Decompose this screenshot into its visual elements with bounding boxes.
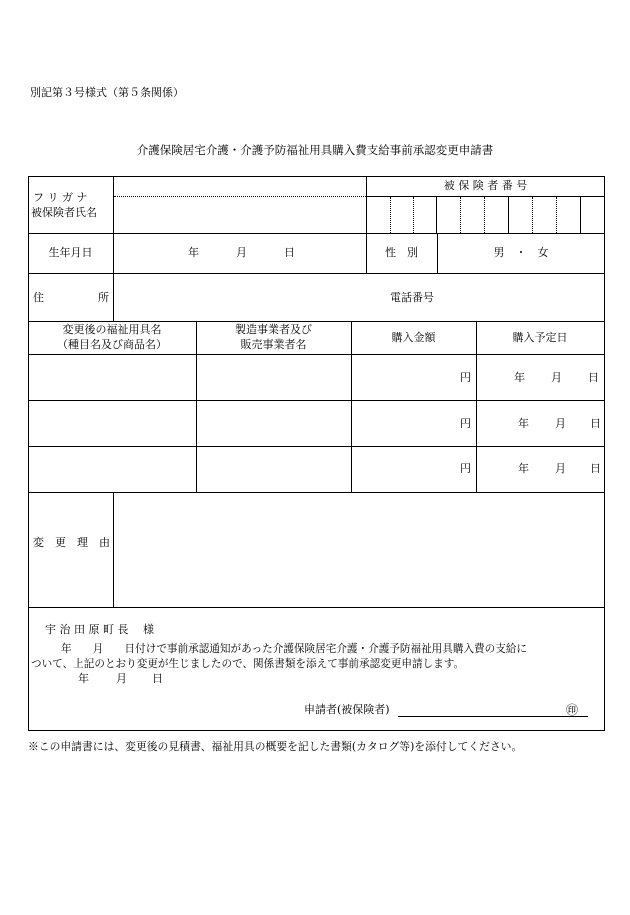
change-reason-field[interactable]	[114, 493, 604, 607]
maker-field[interactable]	[197, 401, 351, 446]
yen-unit: 円	[460, 462, 471, 475]
furigana-label: フ リ ガ ナ	[33, 191, 88, 204]
phone-label: 電話番号	[390, 291, 434, 304]
change-reason-label: 変 更 理 由	[33, 536, 110, 549]
addressee: 宇 治 田 原 町 長 様	[45, 623, 154, 636]
statement-line-1: 年 月 日付けで事前承認通知があった介護保険居宅介護・介護予防福祉用具購入費の支給に	[61, 643, 528, 655]
month-unit: 月	[555, 417, 566, 430]
statement-line-2: ついて、上記のとおり変更が生じましたので、関係書類を添えて事前承認変更申請します。	[31, 658, 465, 670]
col-header-maker-line2: 販売事業者名	[240, 338, 307, 351]
col-header-item-line2: （種目名及び商品名）	[57, 338, 167, 351]
statement-date-year: 年	[78, 672, 89, 685]
maker-field[interactable]	[197, 447, 351, 492]
document-title: 介護保険居宅介護・介護予防福祉用具購入費支給事前承認変更申請書	[136, 143, 494, 157]
month-unit: 月	[551, 371, 562, 384]
address-label-start: 住	[33, 291, 44, 304]
purchase-date-field[interactable]	[477, 447, 604, 492]
purchase-date-field[interactable]	[477, 355, 604, 400]
year-unit: 年	[518, 462, 529, 475]
phone-field[interactable]	[440, 274, 604, 320]
insured-name-field[interactable]	[114, 197, 366, 232]
amount-field[interactable]	[352, 447, 476, 492]
year-unit: 年	[518, 417, 529, 430]
applicant-signature-field[interactable]	[398, 703, 566, 717]
birthdate-day-unit: 日	[284, 246, 295, 259]
footnote: ※この申請書には、変更後の見積書、福祉用具の概要を記した書類(カタログ等)を添付してください。	[28, 740, 523, 753]
seal-mark: ㊞	[566, 703, 579, 717]
day-unit: 日	[588, 371, 599, 384]
insured-name-label: 被保険者氏名	[31, 206, 97, 219]
col-header-date: 購入予定日	[512, 331, 568, 344]
address-field[interactable]	[114, 274, 384, 320]
birthdate-label: 生年月日	[48, 246, 93, 259]
statement-date-month: 月	[116, 672, 127, 685]
purchase-date-field[interactable]	[477, 401, 604, 446]
amount-field[interactable]	[352, 401, 476, 446]
applicant-label: 申請者(被保険者)	[304, 703, 390, 716]
col-header-amount: 購入金額	[391, 331, 436, 344]
month-unit: 月	[555, 462, 566, 475]
gender-label: 性 別	[385, 246, 418, 259]
maker-field[interactable]	[197, 355, 351, 400]
item-name-field[interactable]	[29, 401, 196, 446]
yen-unit: 円	[460, 417, 471, 430]
day-unit: 日	[590, 462, 601, 475]
year-unit: 年	[514, 371, 525, 384]
col-header-item-line1: 変更後の福祉用具名	[62, 323, 162, 336]
insured-number-label: 被 保 険 者 番 号	[443, 179, 528, 192]
item-name-field[interactable]	[29, 355, 196, 400]
birthdate-year-unit: 年	[188, 246, 199, 259]
insured-number-field[interactable]	[366, 197, 604, 232]
amount-field[interactable]	[352, 355, 476, 400]
item-name-field[interactable]	[29, 447, 196, 492]
form-number: 別記第３号様式（第５条関係）	[30, 86, 184, 99]
birthdate-field[interactable]	[114, 234, 366, 272]
statement-date-day: 日	[152, 672, 163, 685]
address-label-end: 所	[98, 291, 109, 304]
col-header-maker-line1: 製造事業者及び	[235, 323, 312, 336]
birthdate-month-unit: 月	[236, 246, 247, 259]
yen-unit: 円	[460, 371, 471, 384]
day-unit: 日	[590, 417, 601, 430]
gender-options[interactable]: 男 ・ 女	[493, 246, 549, 259]
